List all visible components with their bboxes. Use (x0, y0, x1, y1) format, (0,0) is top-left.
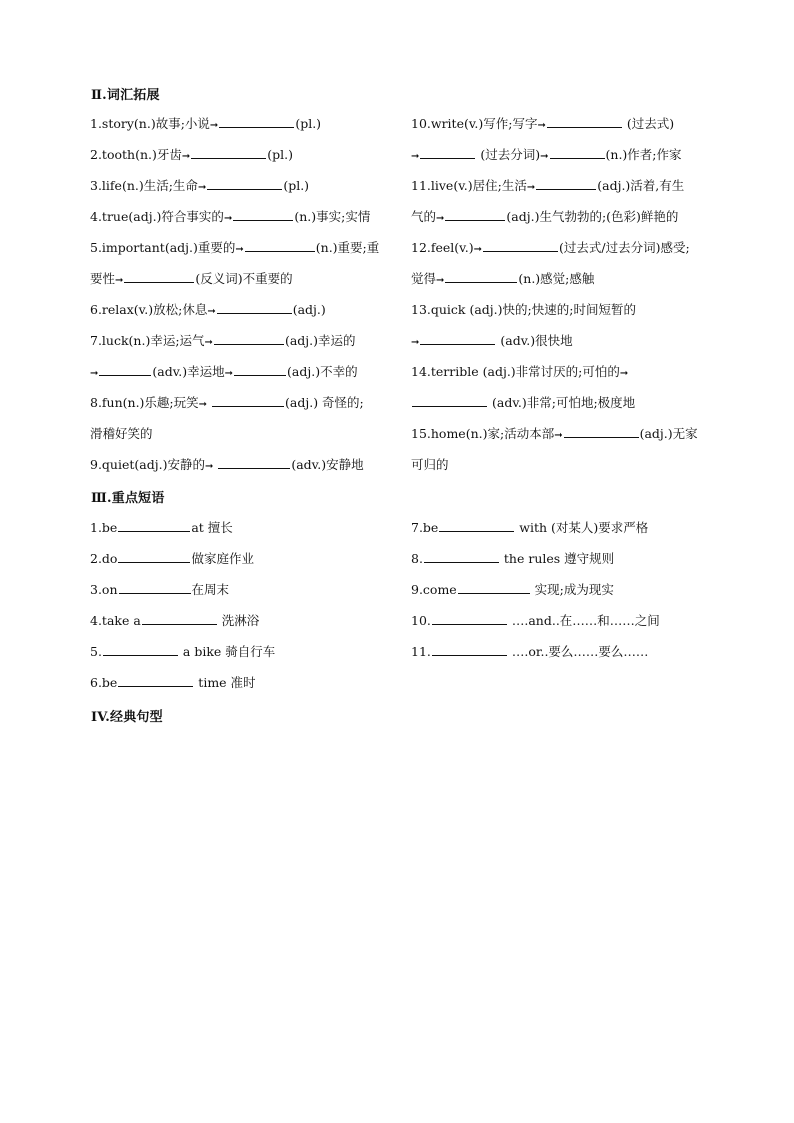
phrases-right-column (411, 512, 711, 667)
vocab-item-14: 14.terrible (adj.)非常讨厌的;可怕的➞ (411, 364, 629, 379)
answer-blank[interactable] (124, 270, 194, 283)
answer-blank[interactable] (432, 643, 507, 656)
answer-blank[interactable] (233, 208, 293, 221)
vocab-item-8-cont: 滑稽好笑的 (90, 426, 153, 441)
vocab-item-3: 3.life(n.)生活;生命➞ (pl.) (90, 178, 310, 193)
answer-blank[interactable] (119, 581, 191, 594)
vocab-item-7: 7.luck(n.)幸运;运气➞ (adj.)幸运的 (90, 333, 356, 348)
vocab-item-10: 10.write(v.)写作;写字➞ (过去式) (411, 116, 675, 131)
answer-blank[interactable] (118, 674, 193, 687)
answer-blank[interactable] (420, 146, 475, 159)
vocab-item-13-cont: ➞ (adv.)很快地 (411, 333, 573, 348)
vocab-item-13: 13.quick (adj.)快的;快速的;时间短暂的 (411, 302, 636, 317)
vocab-item-2: 2.tooth(n.)牙齿➞ (pl.) (90, 147, 293, 162)
answer-blank[interactable] (420, 332, 495, 345)
vocab-item-5-cont: 要性➞ (反义词)不重要的 (90, 271, 293, 286)
phrases-section-title: Ⅲ.重点短语 (91, 491, 165, 506)
vocab-item-15: 15.home(n.)家;活动本部➞ (adj.)无家 (411, 426, 698, 441)
answer-blank[interactable] (118, 519, 190, 532)
phrase-item-10: 10. ….and..在……和……之间 (411, 613, 660, 628)
answer-blank[interactable] (536, 177, 596, 190)
vocab-item-8: 8.fun(n.)乐趣;玩笑➞ (adj.) 奇怪的; (90, 395, 364, 410)
answer-blank[interactable] (445, 270, 517, 283)
answer-blank[interactable] (547, 115, 622, 128)
answer-blank[interactable] (103, 643, 178, 656)
answer-blank[interactable] (412, 394, 487, 407)
answer-blank[interactable] (550, 146, 605, 159)
phrase-item-5: 5. a bike 骑自行车 (90, 644, 276, 659)
vocab-item-11-cont: 气的➞ (adj.)生气勃勃的;(色彩)鲜艳的 (411, 209, 679, 224)
answer-blank[interactable] (207, 177, 282, 190)
vocab-right-column (411, 108, 711, 480)
answer-blank[interactable] (564, 425, 639, 438)
vocab-item-9: 9.quiet(adj.)安静的➞ (adv.)安静地 (90, 457, 364, 472)
answer-blank[interactable] (219, 115, 294, 128)
answer-blank[interactable] (214, 332, 284, 345)
phrase-item-2: 2.do 做家庭作业 (90, 551, 254, 566)
vocab-item-5: 5.important(adj.)重要的➞ (n.)重要;重 (90, 240, 380, 255)
answer-blank[interactable] (424, 550, 499, 563)
phrase-item-9: 9.come 实现;成为现实 (411, 582, 614, 597)
vocab-item-14-cont: (adv.)非常;可怕地;极度地 (411, 387, 711, 418)
vocab-item-1: 1.story(n.)故事;小说➞ (pl.) (90, 116, 322, 131)
phrase-item-3: 3.on 在周末 (90, 582, 230, 597)
answer-blank[interactable] (217, 301, 292, 314)
answer-blank[interactable] (439, 519, 514, 532)
answer-blank[interactable] (212, 394, 284, 407)
phrase-item-4: 4.take a 洗淋浴 (90, 613, 260, 628)
phrase-item-11: 11. ….or..要么……要么…… (411, 644, 649, 659)
vocab-item-10-cont: ➞ (过去分词)➞ (n.)作者;作家 (411, 147, 682, 162)
answer-blank[interactable] (483, 239, 558, 252)
answer-blank[interactable] (142, 612, 217, 625)
answer-blank[interactable] (458, 581, 530, 594)
answer-blank[interactable] (234, 363, 286, 376)
phrase-item-1: 1.be at 擅长 (90, 520, 233, 535)
phrases-left-column (90, 512, 390, 698)
sentences-section-title: IV.经典句型 (91, 710, 163, 725)
answer-blank[interactable] (118, 550, 190, 563)
vocab-item-6: 6.relax(v.)放松;休息➞ (adj.) (90, 302, 326, 317)
answer-blank[interactable] (99, 363, 151, 376)
answer-blank[interactable] (218, 456, 290, 469)
vocab-item-7-cont: ➞ (adv.)幸运地➞ (adj.)不幸的 (90, 364, 358, 379)
vocab-item-12: 12.feel(v.)➞ (过去式/过去分词)感受; (411, 240, 690, 255)
vocab-left-column (90, 108, 390, 480)
answer-blank[interactable] (445, 208, 505, 221)
vocab-item-15-cont: 可归的 (411, 457, 449, 472)
phrase-item-8: 8. the rules 遵守规则 (411, 551, 615, 566)
phrase-item-6: 6.be time 准时 (90, 675, 256, 690)
phrase-item-7: 7.be with (对某人)要求严格 (411, 520, 649, 535)
vocab-section-title: Ⅱ.词汇拓展 (91, 88, 160, 103)
answer-blank[interactable] (191, 146, 266, 159)
vocab-item-11: 11.live(v.)居住;生活➞ (adj.)活着,有生 (411, 178, 685, 193)
vocab-item-4: 4.true(adj.)符合事实的➞ (n.)事实;实情 (90, 209, 371, 224)
answer-blank[interactable] (432, 612, 507, 625)
vocab-item-12-cont: 觉得➞ (n.)感觉;感触 (411, 271, 595, 286)
answer-blank[interactable] (245, 239, 315, 252)
